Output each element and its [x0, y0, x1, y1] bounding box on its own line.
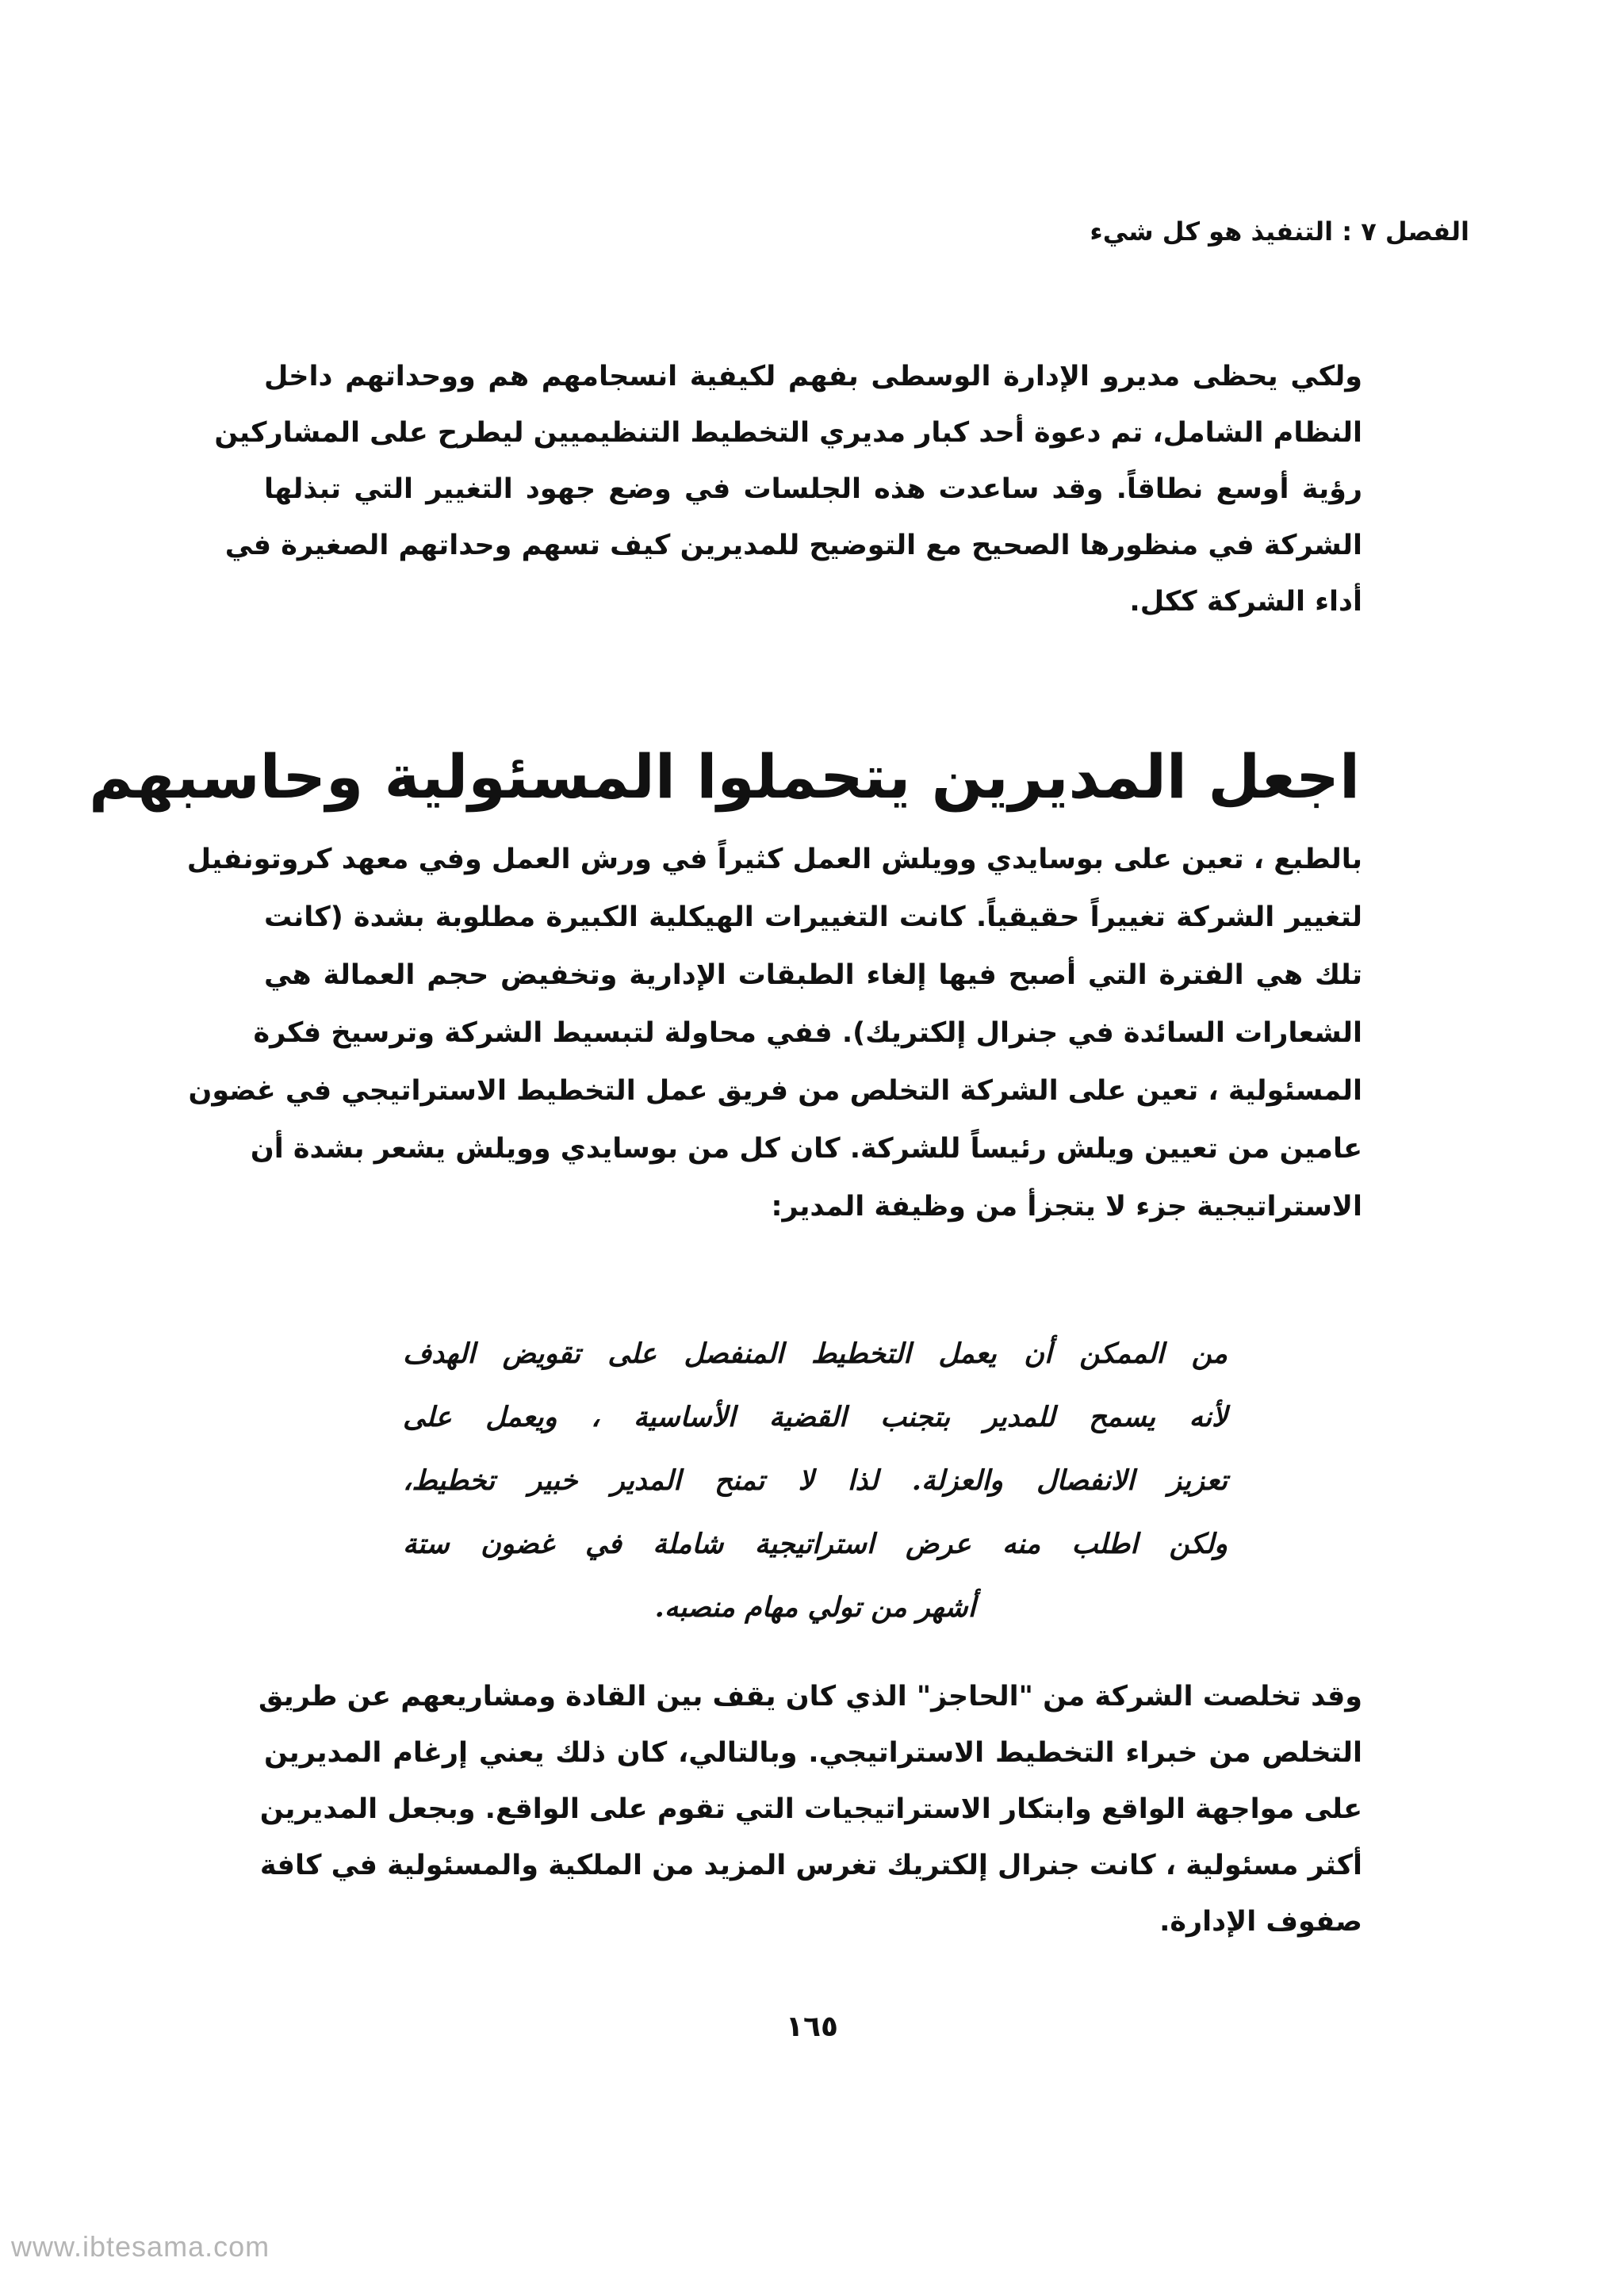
paragraph-line: رؤية أوسع نطاقاً. وقد ساعدت هذه الجلسات في وضع جهود التغيير التي تبذلها: [264, 473, 1362, 505]
watermark-url: www.ibtesama.com: [11, 2230, 270, 2263]
section-heading: اجعل المديرين يتحملوا المسئولية وحاسبهم: [89, 741, 1360, 812]
paragraph-line: عامين من تعيين ويلش رئيساً للشركة. كان كل من بوسايدي وويلش يشعر بشدة أن: [250, 1133, 1362, 1165]
page-number: ١٦٥: [786, 2011, 838, 2043]
paragraph-line: بالطبع ، تعين على بوسايدي وويلش العمل كثيراً في ورش العمل وفي معهد كروتونفيل: [186, 844, 1362, 875]
paragraph-line: ولكي يحظى مديرو الإدارة الوسطى بفهم لكيفية انسجامهم هم ووحداتهم داخل: [264, 361, 1362, 392]
paragraph-line: الشعارات السائدة في جنرال إلكتريك). ففي محاولة لتبسيط الشركة وترسيخ فكرة: [253, 1017, 1362, 1049]
paragraph-line: لتغيير الشركة تغييراً حقيقياً. كانت التغييرات الهيكلية الكبيرة مطلوبة بشدة (كانت: [264, 901, 1362, 933]
paragraph-line: أكثر مسئولية ، كانت جنرال إلكتريك تغرس المزيد من الملكية والمسئولية في كافة: [259, 1850, 1362, 1881]
paragraph-line: أداء الشركة ككل.: [1129, 586, 1362, 618]
paragraph-line: على مواجهة الواقع وابتكار الاستراتيجيات التي تقوم على الواقع. وبجعل المديرين: [259, 1793, 1362, 1825]
running-header: الفصل ٧ : التنفيذ هو كل شيء: [1090, 216, 1469, 247]
paragraph-line: وقد تخلصت الشركة من "الحاجز" الذي كان يقف بين القادة ومشاريعهم عن طريق: [258, 1681, 1362, 1712]
paragraph-workshops: [186, 831, 1362, 1236]
paragraph-line: المسئولية ، تعين على الشركة التخلص من فريق عمل التخطيط الاستراتيجي في غضون: [188, 1075, 1362, 1107]
quote-line: تعزيز الانفصال والعزلة. لذا لا تمنح المدير خبير تخطيط،: [403, 1464, 1228, 1497]
block-quote: [403, 1322, 1228, 1640]
paragraph-line: الاستراتيجية جزء لا يتجزأ من وظيفة المدير:: [771, 1191, 1362, 1223]
quote-line: لأنه يسمح للمدير بتجنب القضية الأساسية ، ويعمل على: [403, 1401, 1228, 1433]
paragraph-barrier: [258, 1669, 1362, 1950]
paragraph-line: صفوف الإدارة.: [1159, 1906, 1362, 1938]
quote-line: من الممكن أن يعمل التخطيط المنفصل على تقويض الهدف: [403, 1337, 1228, 1370]
quote-line: أشهر من تولي مهام منصبه.: [654, 1591, 976, 1624]
paragraph-line: التخلص من خبراء التخطيط الاستراتيجي. وبالتالي، كان ذلك يعني إرغام المديرين: [264, 1737, 1362, 1769]
paragraph-line: تلك هي الفترة التي أصبح فيها إلغاء الطبقات الإدارية وتخفيض حجم العمالة هي: [264, 959, 1362, 991]
paragraph-middle-managers: [214, 349, 1362, 630]
quote-line: ولكن اطلب منه عرض استراتيجية شاملة في غضون ستة: [403, 1528, 1228, 1560]
paragraph-line: النظام الشامل، تم دعوة أحد كبار مديري التخطيط التنظيميين ليطرح على المشاركين: [214, 417, 1362, 449]
paragraph-line: الشركة في منظورها الصحيح مع التوضيح للمديرين كيف تسهم وحداتهم الصغيرة في: [224, 530, 1362, 561]
